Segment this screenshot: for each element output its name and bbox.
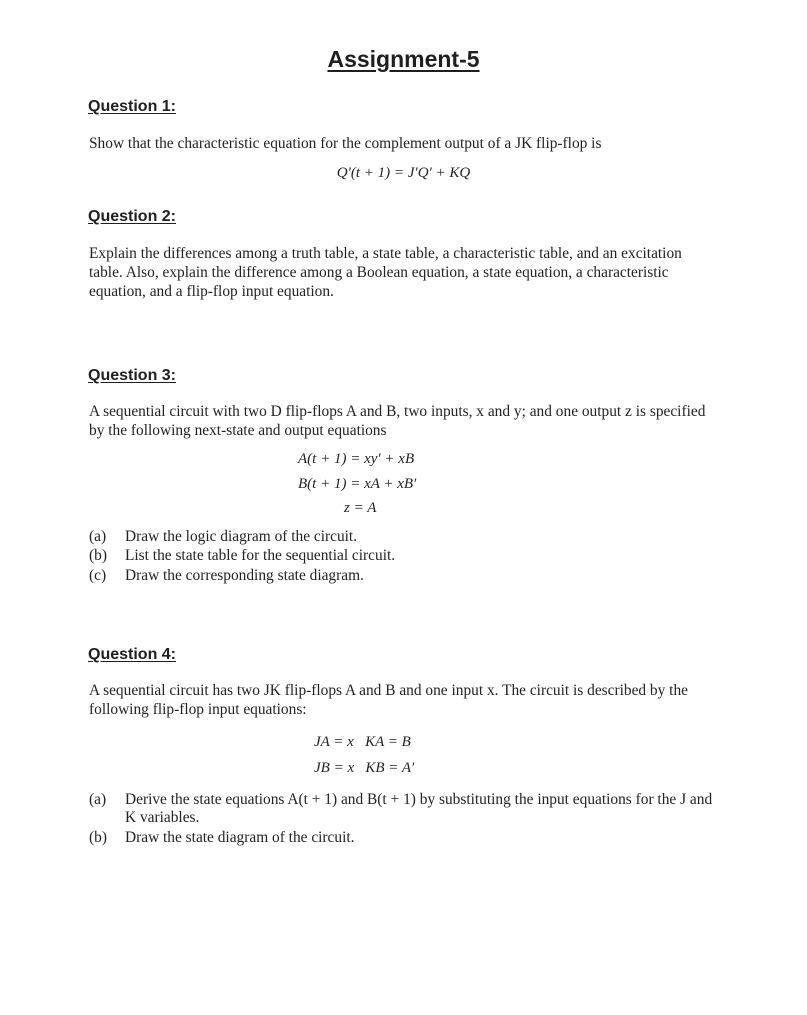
question-4-equation-a: JA = x KA = B (314, 734, 411, 750)
question-4-item-a (89, 791, 715, 827)
item-text: List the state table for the sequential circuit. (125, 547, 396, 564)
question-3-item-a (89, 528, 715, 546)
question-2-heading: Question 2: (88, 208, 177, 225)
question-4-item-b (89, 829, 715, 847)
question-3-item-b (89, 547, 715, 565)
item-label: (a) (89, 791, 107, 808)
item-text: Draw the logic diagram of the circuit. (125, 528, 358, 545)
question-4-heading: Question 4: (88, 646, 177, 663)
item-text: Draw the state diagram of the circuit. (125, 829, 355, 846)
item-label: (a) (89, 528, 107, 545)
question-4-text: A sequential circuit has two JK flip-flops A and B and one input x. The circuit is described by the following flip-flop input equations: (89, 682, 688, 718)
item-label: (c) (89, 567, 107, 584)
page-title: Assignment-5 (327, 46, 480, 72)
question-3-equation-a: A(t + 1) = xy′ + xB (298, 451, 415, 467)
question-3-equation-z: z = A (344, 500, 377, 516)
question-1-equation: Q′(t + 1) = J′Q′ + KQ (336, 165, 471, 181)
question-3-text: A sequential circuit with two D flip-flops A and B, two inputs, x and y; and one output z is specified by the following next-state and output equations (89, 403, 706, 439)
question-3-item-c (89, 567, 715, 585)
question-4-equation-b: JB = x KB = A′ (314, 760, 415, 776)
question-2-text: Explain the differences among a truth table, a state table, a characteristic table, and an excitation table. Also, explain the difference among a Boolean equation, a state equation, a characteristic equation, and a flip-flop input equation. (89, 245, 682, 300)
item-text: Derive the state equations A(t + 1) and B(t + 1) by substituting the input equations for the J and K variables. (125, 791, 713, 826)
question-3-heading: Question 3: (88, 367, 177, 384)
item-label: (b) (89, 547, 107, 564)
question-3-equation-b: B(t + 1) = xA + xB′ (298, 476, 417, 492)
item-text: Draw the corresponding state diagram. (125, 567, 364, 584)
question-1-heading: Question 1: (88, 98, 177, 115)
question-1-text: Show that the characteristic equation for the complement output of a JK flip-flop is (89, 135, 602, 152)
item-label: (b) (89, 829, 107, 846)
